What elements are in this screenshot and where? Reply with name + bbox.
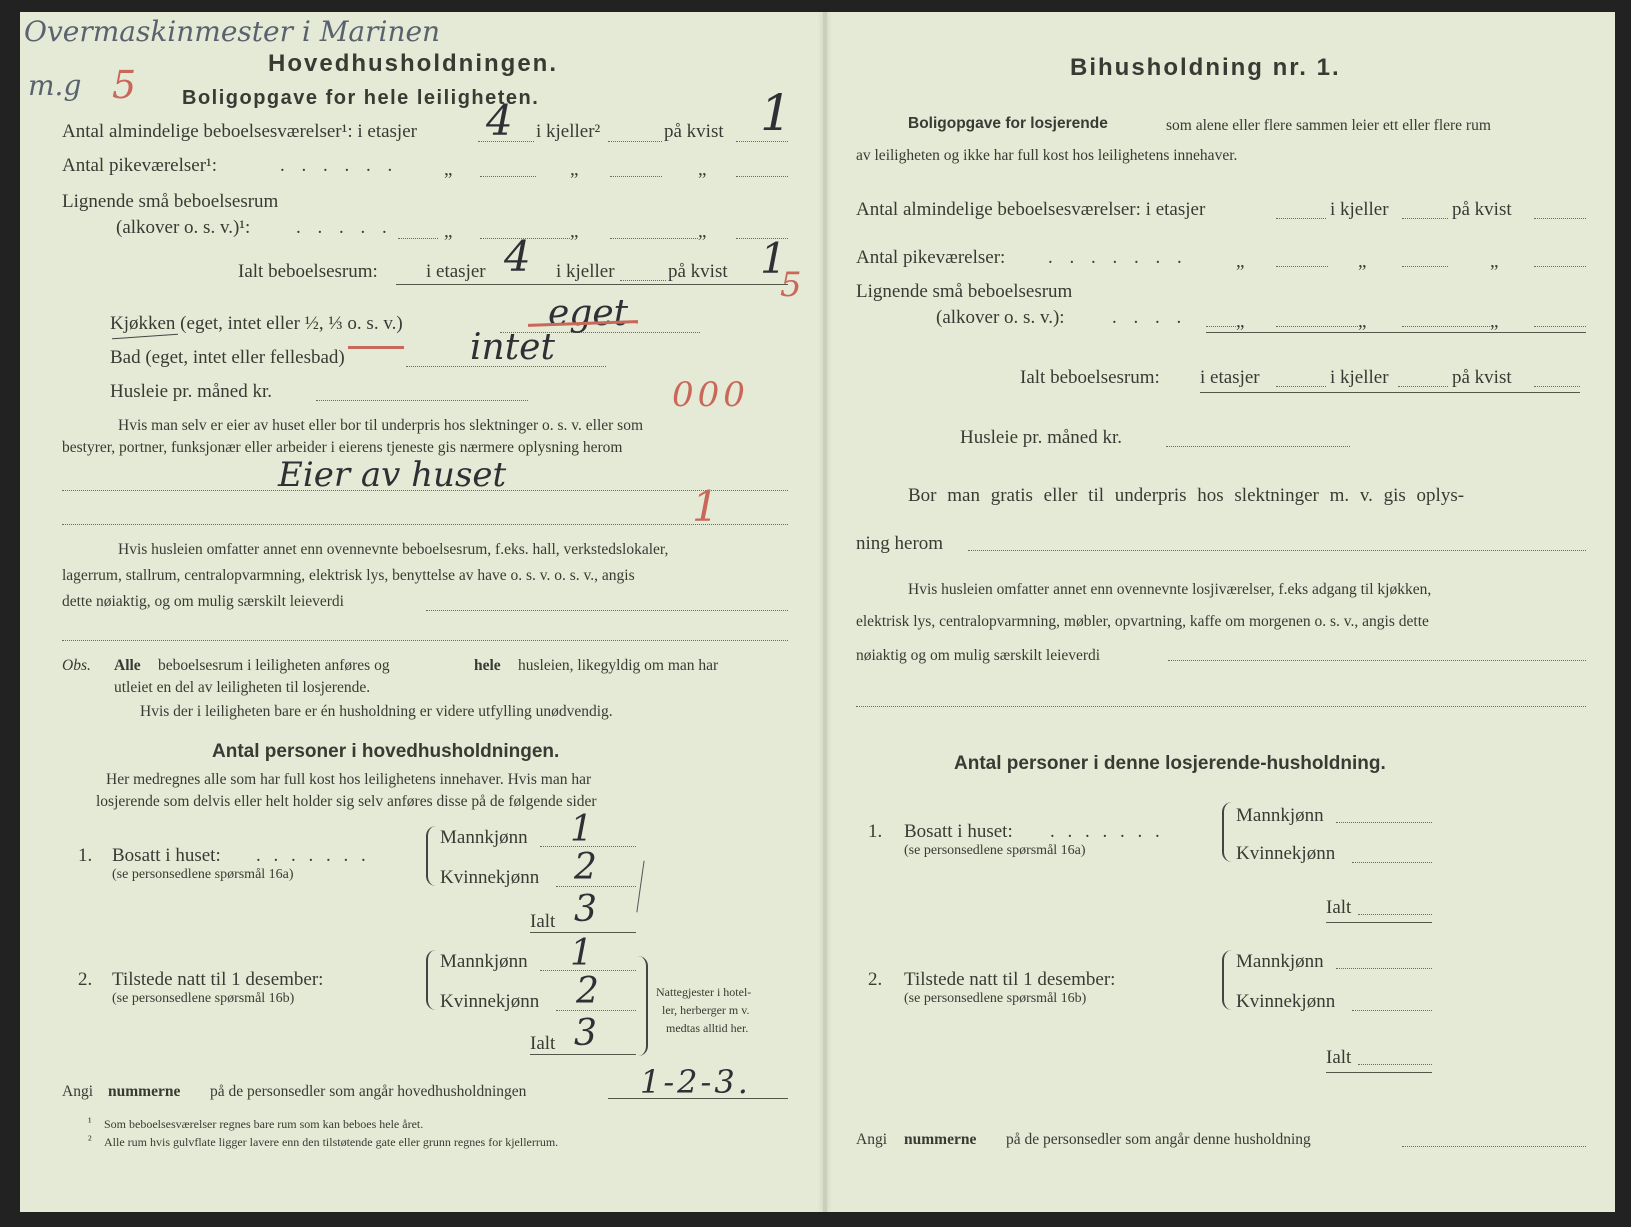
right-bosatt-ialt-label: Ialt (1326, 897, 1352, 918)
right-husleie-text-3: nøiaktig og om mulig særskilt leieverdi (856, 647, 1101, 664)
right-bosatt-ialt-dots (1358, 914, 1432, 915)
left-eier-text-1: Hvis man selv er eier av huset eller bor til underpris hos slektninger o. s. v. eller som (118, 417, 644, 434)
right-bosatt-mann-label: Mannkjønn (1236, 805, 1324, 826)
right-kjeller-line (1402, 218, 1448, 219)
left-bosatt-kvinne-label: Kvinnekjønn (440, 867, 540, 888)
left-angi-c: på de personsedler som angår hovedhusholdningen (210, 1083, 527, 1100)
right-husleie-line-1 (1168, 660, 1586, 661)
left-kjokken-label: Kjøkken (eget, intet eller ½, ⅓ o. s. v.) (110, 313, 403, 334)
right-rooms-label: Antal almindelige beboelsesværelser: i etasjer (856, 199, 1206, 220)
right-tilstede-number: 2. (868, 969, 883, 990)
left-obs-text-3: Hvis der i leiligheten bare er én husholdning er videre utfylling unødvendig. (140, 703, 613, 720)
left-bosatt-ialt-label: Ialt (530, 911, 556, 932)
right-kvist-label: på kvist (1452, 199, 1512, 220)
hw-etasjer: 4 (486, 96, 513, 145)
hw-tilstede-mann: 1 (570, 933, 593, 974)
left-angi-a: Angi (62, 1083, 93, 1100)
right-lignende-line-1 (1206, 326, 1236, 327)
right-husleie-text-2: elektrisk lys, centralopvarmning, møbler, opvartning, kaffe om morgenen o. s. v., angis dette (856, 613, 1429, 630)
right-pike-dots: . . . . . . . (1048, 247, 1188, 268)
right-lignende-ditto-3: „ (1490, 311, 1499, 332)
left-nattegjester-3: medtas alltid her. (666, 1021, 749, 1035)
right-lignende-dots: . . . . (1112, 307, 1188, 328)
left-husleie-line-2 (62, 640, 788, 641)
footnote-1: Som beboelsesværelser regnes bare rum som kan beboes hele året. (104, 1117, 424, 1131)
left-obs-text-1d: husleien, likegyldig om man har (518, 657, 719, 674)
right-bosatt-kvinne-line (1352, 862, 1432, 863)
right-pike-ditto-2: „ (1358, 251, 1367, 272)
left-eier-line-2 (62, 524, 788, 525)
left-eier-text-2: bestyrer, portner, funksjonær eller arbeider i eierens tjeneste gis nærmere oplysning herom (62, 439, 623, 456)
left-pike-ditto-3: „ (698, 159, 707, 180)
left-husleie-text-3: dette nøiaktig, og om mulig særskilt leieverdi (62, 593, 344, 610)
left-obs-text-2: utleiet en del av leiligheten til losjerende. (114, 679, 371, 696)
left-persons-text-2: losjerende som delvis eller helt holder sig selv anføres disse på de følgende sider (96, 793, 597, 810)
right-intro-bold: Boligopgave for losjerende (908, 115, 1108, 132)
left-husleie-label: Husleie pr. måned kr. (110, 381, 272, 402)
left-nattegjester-brace (636, 956, 648, 1056)
right-lignende-label-2: (alkover o. s. v.): (936, 307, 1065, 328)
left-subtitle: Boligopgave for hele leiligheten. (182, 87, 540, 109)
left-kvist-label: på kvist (664, 121, 724, 142)
right-tilstede-kvinne-line (1352, 1010, 1432, 1011)
right-tilstede-ref: (se personsedlene spørsmål 16b) (904, 991, 1087, 1006)
left-husleie-text-2: lagerrum, stallrum, centralopvarmning, elektrisk lys, benyttelse av have o. s. v. o. s. v., angis (62, 567, 635, 584)
right-ialt-label: Ialt beboelsesrum: (1020, 367, 1160, 388)
left-pike-dots: . . . . . . (280, 155, 399, 176)
left-angi-b: nummerne (108, 1083, 181, 1100)
hw-tilstede-kvinne: 2 (576, 971, 599, 1012)
hw-eier: Eier av huset (278, 455, 507, 495)
left-husleie-text-1: Hvis husleien omfatter annet enn ovennevnte beboelsesrum, f.eks. hall, verkstedslokaler, (118, 541, 669, 558)
left-ialt-kjeller-line (620, 280, 666, 281)
hw-bosatt-mann: 1 (570, 809, 593, 850)
left-tilstede-label: Tilstede natt til 1 desember: (112, 969, 324, 990)
hw-bosatt-ialt: 3 (574, 889, 597, 930)
left-tilstede-ialt-label: Ialt (530, 1033, 556, 1054)
left-rooms-label: Antal almindelige beboelsesværelser¹: i etasjer (62, 121, 417, 142)
right-lignende-line-4 (1534, 326, 1586, 327)
footnote-2: Alle rum hvis gulvflate ligger lavere enn den tilstøtende gate eller grunn regnes for kjellerrum. (104, 1135, 559, 1149)
left-tilstede-number: 2. (78, 969, 93, 990)
left-tilstede-mann-label: Mannkjønn (440, 951, 528, 972)
left-lignende-ditto-3: „ (698, 221, 707, 242)
left-bosatt-mann-label: Mannkjønn (440, 827, 528, 848)
right-pike-ditto-1: „ (1236, 251, 1245, 272)
left-lignende-label-2: (alkover o. s. v.)¹: (116, 217, 251, 238)
left-lignende-dots: . . . . . (296, 217, 393, 238)
left-ialt-underline (396, 284, 788, 285)
right-bosatt-number: 1. (868, 821, 883, 842)
right-kvist-line (1534, 218, 1586, 219)
right-ialt-kvist-line (1534, 386, 1580, 387)
left-pike-label: Antal pikeværelser¹: (62, 155, 218, 176)
right-husleie-line-2 (856, 706, 1586, 707)
left-bosatt-number: 1. (78, 845, 93, 866)
right-lignende-ditto-2: „ (1358, 311, 1367, 332)
right-tilstede-ialt-line (1326, 1072, 1432, 1073)
right-persons-title: Antal personer i denne losjerende-husholdning. (954, 753, 1386, 774)
right-angi-a: Angi (856, 1131, 887, 1148)
right-bosatt-ref: (se personsedlene spørsmål 16a) (904, 843, 1086, 858)
left-obs-text-1b: beboelsesrum i leiligheten anføres og (158, 657, 390, 674)
hw-nummerne: 1-2-3. (640, 1063, 751, 1101)
hw-tilstede-ialt: 3 (574, 1013, 597, 1054)
right-tilstede-mann-line (1336, 968, 1432, 969)
right-gratis-2: ning herom (856, 533, 944, 554)
right-ialt-etasjer-label: i etasjer (1200, 367, 1260, 388)
left-persons-title: Antal personer i hovedhusholdningen. (212, 741, 560, 762)
hw-bosatt-kvinne: 2 (574, 847, 597, 888)
left-ialt-kjeller-label: i kjeller (556, 261, 615, 282)
left-pike-line-3 (736, 176, 788, 177)
right-intro-2: av leiligheten og ikke har full kost hos leilighetens innehaver. (856, 147, 1238, 164)
left-lignende-label-1: Lignende små beboelsesrum (62, 191, 279, 212)
left-lignende-ditto-2: „ (570, 221, 579, 242)
right-bosatt-mann-line (1336, 822, 1432, 823)
left-bosatt-dots: . . . . . . . (256, 845, 370, 866)
right-husleie-text-1: Hvis husleien omfatter annet enn ovennevnte losjiværelser, f.eks adgang til kjøkken, (908, 581, 1432, 598)
hw-ialt-kvist: 1 (760, 234, 787, 283)
right-tilstede-label: Tilstede natt til 1 desember: (904, 969, 1116, 990)
right-ialt-etasjer-line (1276, 386, 1326, 387)
right-angi-line (1402, 1146, 1586, 1147)
left-ialt-etasjer-label: i etasjer (426, 261, 486, 282)
left-bosatt-brace (426, 826, 438, 886)
right-pike-line-1 (1276, 266, 1328, 267)
right-tilstede-brace (1222, 950, 1234, 1010)
left-ialt-kvist-label: på kvist (668, 261, 728, 282)
footnote-1-number: ¹ (88, 1115, 92, 1129)
hw-fellesbad-strike (348, 346, 404, 349)
right-bosatt-dots: . . . . . . . (1050, 821, 1164, 842)
left-obs-hele: hele (474, 657, 501, 674)
right-lignende-ditto-1: „ (1236, 311, 1245, 332)
right-husleie-label: Husleie pr. måned kr. (960, 427, 1122, 448)
left-bosatt-ref: (se personsedlene spørsmål 16a) (112, 867, 294, 882)
right-ialt-kjeller-label: i kjeller (1330, 367, 1389, 388)
hw-kjokken: eget (548, 293, 629, 334)
left-obs-alle: Alle (114, 657, 141, 674)
right-lignende-line-3 (1402, 326, 1490, 327)
right-bosatt-ialt-line (1326, 922, 1432, 923)
right-pike-line-2 (1402, 266, 1448, 267)
left-bad-label: Bad (eget, intet eller fellesbad) (110, 347, 345, 368)
right-ialt-kjeller-line (1398, 386, 1448, 387)
left-pike-line-2 (610, 176, 662, 177)
page-fold (823, 12, 827, 1212)
right-bosatt-kvinne-label: Kvinnekjønn (1236, 843, 1336, 864)
hw-ialt-margin: 5 (780, 265, 802, 305)
hw-mg-number: 5 (112, 63, 137, 107)
left-kjeller-label: i kjeller² (536, 121, 601, 142)
right-tilstede-kvinne-label: Kvinnekjønn (1236, 991, 1336, 1012)
right-bosatt-label: Bosatt i huset: (904, 821, 1013, 842)
right-angi-c: på de personsedler som angår denne husholdning (1006, 1131, 1311, 1148)
left-obs-label: Obs. (62, 657, 91, 674)
left-ialt-label: Ialt beboelsesrum: (238, 261, 378, 282)
left-tilstede-brace (426, 950, 438, 1010)
left-nattegjester-1: Nattegjester i hotel- (656, 985, 752, 999)
right-lignende-line-2 (1276, 326, 1358, 327)
left-lignende-ditto-1: „ (444, 221, 453, 242)
right-kjeller-label: i kjeller (1330, 199, 1389, 220)
right-tilstede-ialt-label: Ialt (1326, 1047, 1352, 1068)
right-pike-label: Antal pikeværelser: (856, 247, 1006, 268)
left-lignende-line-3 (610, 238, 698, 239)
hw-bad: intet (470, 327, 555, 368)
hw-ialt-etasjer: 4 (504, 232, 531, 281)
left-tilstede-kvinne-label: Kvinnekjønn (440, 991, 540, 1012)
left-pike-line-1 (480, 176, 536, 177)
left-tilstede-ialt-line (530, 1054, 636, 1055)
right-lignende-label-1: Lignende små beboelsesrum (856, 281, 1073, 302)
hw-husleie: 000 (672, 375, 749, 415)
right-tilstede-mann-label: Mannkjønn (1236, 951, 1324, 972)
hw-mg: m.g (28, 69, 82, 102)
left-husleie-line (316, 400, 528, 401)
footnote-2-number: ² (88, 1133, 92, 1147)
right-pike-ditto-3: „ (1490, 251, 1499, 272)
left-nattegjester-2: ler, herberger m v. (662, 1003, 750, 1017)
left-lignende-line-1 (398, 238, 438, 239)
right-title: Bihusholdning nr. 1. (1070, 54, 1341, 81)
right-gratis-1: Bor man gratis eller til underpris hos slektninger m. v. gis oplys- (908, 485, 1465, 506)
right-rooms-etasjer-line (1276, 218, 1326, 219)
hw-eier-number: 1 (692, 482, 719, 531)
left-tilstede-ref: (se personsedlene spørsmål 16b) (112, 991, 295, 1006)
right-gratis-line (968, 550, 1586, 551)
right-angi-b: nummerne (904, 1131, 977, 1148)
left-title: Hovedhusholdningen. (268, 50, 558, 77)
right-lignende-underline (1206, 332, 1586, 333)
right-ialt-underline (1200, 392, 1580, 393)
right-ialt-kvist-label: på kvist (1452, 367, 1512, 388)
right-bosatt-brace (1222, 802, 1234, 862)
right-pike-line-3 (1534, 266, 1586, 267)
left-kjeller-line (608, 141, 662, 142)
right-intro-1: som alene eller flere sammen leier ett eller flere rum (1166, 117, 1491, 134)
left-husleie-line-1 (426, 610, 788, 611)
left-pike-ditto-1: „ (444, 159, 453, 180)
right-tilstede-ialt-dots (1358, 1064, 1432, 1065)
left-pike-ditto-2: „ (570, 159, 579, 180)
left-persons-text-1: Her medregnes alle som har full kost hos leilighetens innehaver. Hvis man har (106, 771, 592, 788)
right-husleie-line (1166, 446, 1350, 447)
left-bosatt-label: Bosatt i huset: (112, 845, 221, 866)
hw-occupation: Overmaskinmester i Marinen (24, 15, 441, 48)
hw-kvist: 1 (760, 84, 792, 142)
